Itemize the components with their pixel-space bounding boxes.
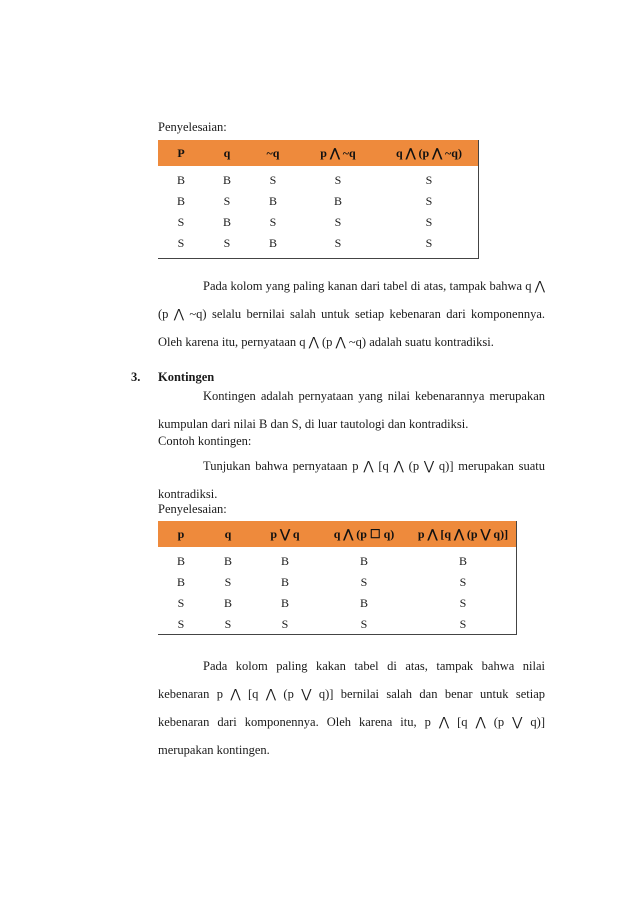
table-cell: S — [360, 575, 368, 589]
table-cell: S — [281, 617, 289, 631]
paragraph-line: merupakan kontingen. — [158, 743, 270, 757]
table2-header-p-or-q: p ⋁ q — [252, 521, 318, 547]
paragraph-line: (p ⋀ ~q) selalu bernilai salah untuk setiap kebenaran dari komponennya. — [158, 307, 545, 321]
table-cell: S — [425, 215, 433, 229]
table-cell: S — [334, 173, 342, 187]
table-cell: S — [425, 173, 433, 187]
definition-paragraph — [158, 382, 545, 438]
table-cell: B — [176, 173, 185, 187]
example-label: Contoh kontingen: — [158, 434, 252, 448]
table-cell: S — [177, 236, 185, 250]
table-cell: B — [268, 236, 277, 250]
paragraph-line: kebenaran dari komponennya. Oleh karena itu, p ⋀ [q ⋀ (p ⋁ q)] — [158, 715, 545, 729]
table-cell: B — [280, 554, 289, 568]
table-cell: B — [222, 173, 231, 187]
table-cell: S — [223, 194, 231, 208]
table-row — [158, 572, 516, 593]
example-paragraph — [158, 452, 545, 508]
table-cell: B — [280, 575, 289, 589]
table-cell: S — [177, 617, 185, 631]
table-row — [158, 614, 516, 638]
paragraph-line: Pada kolom yang paling kanan dari tabel di atas, tampak bahwa q ⋀ — [203, 279, 545, 293]
table-cell: S — [425, 236, 433, 250]
table-cell: S — [177, 215, 185, 229]
paragraph-line: Pada kolom paling kakan tabel di atas, tampak bahwa nilai — [203, 659, 545, 673]
section-number: 3. — [131, 370, 141, 384]
table1-header-result: q ⋀ (p ⋀ ~q) — [380, 140, 478, 166]
table2-header-p: p — [158, 521, 204, 547]
table-cell: S — [224, 617, 232, 631]
paragraph-line: kebenaran p ⋀ [q ⋀ (p ⋁ q)] bernilai salah dan benar untuk setiap — [158, 687, 545, 701]
table2-header-q-and: q ⋀ (p ☐ q) — [318, 521, 410, 547]
table-cell: B — [176, 194, 185, 208]
table-cell: B — [268, 194, 277, 208]
paragraph-line: Tunjukan bahwa pernyataan p ⋀ [q ⋀ (p ⋁ q)] merupakan suatu — [203, 459, 545, 473]
table-cell: B — [176, 554, 185, 568]
table-cell: B — [359, 554, 368, 568]
table-cell: B — [223, 596, 232, 610]
paragraph-line: kumpulan dari nilai B dan S, di luar tautologi dan kontradiksi. — [158, 417, 469, 431]
table1-header-p: P — [158, 140, 204, 166]
table-cell: B — [223, 554, 232, 568]
table-cell: S — [459, 575, 467, 589]
table-cell: S — [425, 194, 433, 208]
table-cell: B — [458, 554, 467, 568]
table-cell: S — [360, 617, 368, 631]
table-cell: S — [459, 596, 467, 610]
section-title: Kontingen — [158, 370, 215, 384]
table-cell: B — [333, 194, 342, 208]
table-row — [158, 212, 478, 233]
table-row — [158, 191, 478, 212]
table2-header-result: p ⋀ [q ⋀ (p ⋁ q)] — [410, 521, 516, 547]
table-cell: S — [177, 596, 185, 610]
paragraph-line: Oleh karena itu, pernyataan q ⋀ (p ⋀ ~q) adalah suatu kontradiksi. — [158, 335, 494, 349]
solution-heading-1: Penyelesaian: — [158, 120, 227, 134]
conclusion-paragraph — [158, 652, 545, 764]
paragraph-1 — [158, 272, 545, 356]
table-cell: S — [223, 236, 231, 250]
table-cell: S — [334, 215, 342, 229]
table-cell: B — [280, 596, 289, 610]
table1-header-p-and-not-q: p ⋀ ~q — [296, 140, 380, 166]
table-cell: B — [222, 215, 231, 229]
paragraph-line: kontradiksi. — [158, 487, 218, 501]
table-cell: B — [176, 575, 185, 589]
table-cell: S — [269, 215, 277, 229]
paragraph-line: Kontingen adalah pernyataan yang nilai kebenarannya merupakan — [203, 389, 545, 403]
truth-table-1 — [158, 140, 478, 257]
table1-header-q: q — [204, 140, 250, 166]
table-cell: B — [359, 596, 368, 610]
truth-table-2 — [158, 521, 516, 638]
table-row — [158, 593, 516, 614]
table-cell: S — [224, 575, 232, 589]
solution-heading-2: Penyelesaian: — [158, 502, 227, 516]
table-cell: S — [334, 236, 342, 250]
table-cell: S — [459, 617, 467, 631]
table-row — [158, 547, 516, 572]
table2-header-q: q — [204, 521, 252, 547]
table1-header-not-q: ~q — [250, 140, 296, 166]
table-row — [158, 233, 478, 257]
table-row — [158, 166, 478, 191]
table-cell: S — [269, 173, 277, 187]
